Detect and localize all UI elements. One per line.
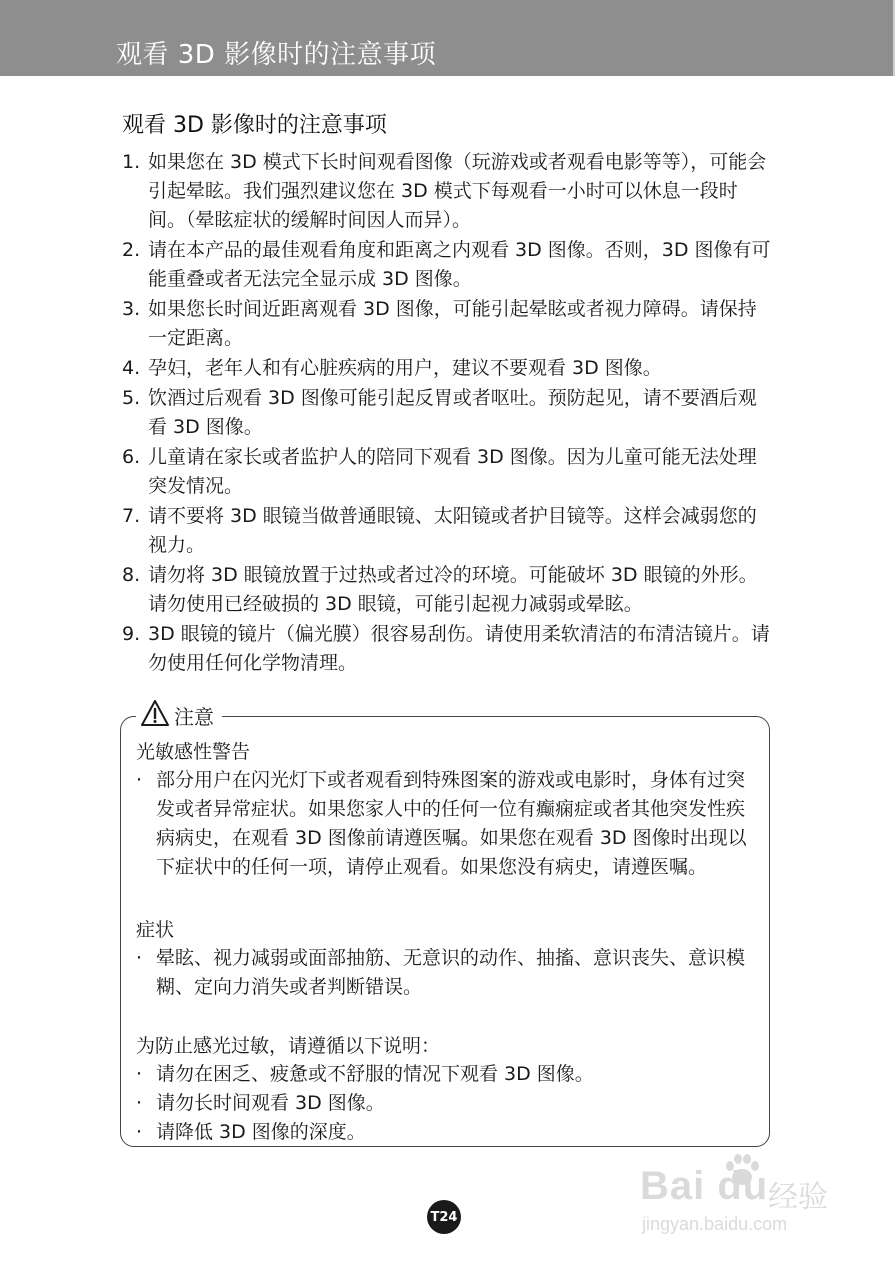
header-title: 观看 3D 影像时的注意事项: [116, 40, 437, 70]
page-number: T24: [427, 1200, 461, 1234]
prevention-item-text: 请勿在困乏、疲惫或不舒服的情况下观看 3D 图像。: [156, 1063, 594, 1085]
list-item: [122, 502, 772, 560]
prevention-item-text: 请勿长时间观看 3D 图像。: [156, 1092, 385, 1114]
list-item: [122, 384, 772, 442]
watermark-brand: Bai du: [640, 1164, 769, 1208]
item-number: 7.: [122, 505, 141, 527]
item-text: 如果您长时间近距离观看 3D 图像，可能引起晕眩或者视力障碍。请保持一定距离。: [148, 298, 757, 349]
item-text: 孕妇，老年人和有心脏疾病的用户，建议不要观看 3D 图像。: [148, 357, 662, 379]
list-item: [122, 295, 772, 353]
warning-triangle-icon: [140, 699, 170, 731]
list-item: [122, 561, 772, 619]
list-item: [122, 620, 772, 678]
watermark-cn: 经验: [768, 1180, 828, 1215]
caution-header: [136, 698, 222, 732]
photosensitivity-bullet: [136, 766, 760, 882]
list-item: [122, 354, 772, 383]
bullet-dot: ·: [136, 947, 143, 969]
item-text: 如果您在 3D 模式下长时间观看图像（玩游戏或者观看电影等等），可能会引起晕眩。我们强烈建议您在 3D 模式下每观看一小时可以休息一段时间。（晕眩症状的缓解时间因人而异）。: [148, 151, 767, 231]
caution-content: [136, 738, 760, 1147]
item-text: 3D 眼镜的镜片（偏光膜）很容易刮伤。请使用柔软清洁的布清洁镜片。请勿使用任何化学物清理。: [148, 623, 770, 674]
watermark-url: jingyan.baidu.com: [642, 1214, 788, 1234]
precaution-list: [122, 148, 772, 679]
prevention-heading: 为防止感光过敏，请遵循以下说明：: [136, 1035, 441, 1057]
item-text: 饮酒过后观看 3D 图像可能引起反胃或者呕吐。预防起见，请不要酒后观看 3D 图像。: [148, 387, 757, 438]
item-text: 请不要将 3D 眼镜当做普通眼镜、太阳镜或者护目镜等。这样会减弱您的视力。: [148, 505, 757, 556]
item-number: 4.: [122, 357, 141, 379]
bullet-dot: ·: [136, 1121, 143, 1143]
section-title: 观看 3D 影像时的注意事项: [122, 113, 387, 138]
list-item: [122, 236, 772, 294]
symptoms-bullet: [136, 944, 760, 1002]
item-number: 2.: [122, 239, 141, 261]
prevention-item: [136, 1060, 760, 1089]
item-number: 6.: [122, 446, 141, 468]
header-bar: [0, 0, 895, 76]
baidu-watermark: [630, 1150, 850, 1246]
item-number: 1.: [122, 151, 141, 173]
list-item: [122, 148, 772, 235]
prevention-item-text: 请降低 3D 图像的深度。: [156, 1121, 366, 1143]
item-number: 9.: [122, 623, 141, 645]
item-number: 3.: [122, 298, 141, 320]
prevention-item: [136, 1118, 760, 1147]
list-item: [122, 443, 772, 501]
bullet-dot: ·: [136, 1063, 143, 1085]
symptoms-heading: 症状: [136, 919, 175, 941]
item-text: 请勿将 3D 眼镜放置于过热或者过冷的环境。可能破坏 3D 眼镜的外形。请勿使用已经破损的 3D 眼镜，可能引起视力减弱或晕眩。: [148, 564, 758, 615]
item-number: 8.: [122, 564, 141, 586]
item-text: 请在本产品的最佳观看角度和距离之内观看 3D 图像。否则，3D 图像有可能重叠或者无法完全显示成 3D 图像。: [148, 239, 771, 290]
photosensitivity-heading: 光敏感性警告: [136, 741, 251, 763]
prevention-item: [136, 1089, 760, 1118]
bullet-dot: ·: [136, 1092, 143, 1114]
item-number: 5.: [122, 387, 141, 409]
symptoms-text: 晕眩、视力减弱或面部抽筋、无意识的动作、抽搐、意识丧失、意识模糊、定向力消失或者判断错误。: [156, 947, 746, 998]
bullet-dot: ·: [136, 769, 143, 791]
item-text: 儿童请在家长或者监护人的陪同下观看 3D 图像。因为儿童可能无法处理突发情况。: [148, 446, 757, 497]
caution-label: 注意: [174, 704, 214, 729]
photosensitivity-text: 部分用户在闪光灯下或者观看到特殊图案的游戏或电影时，身体有过突发或者异常症状。如果您家人中的任何一位有癫痫症或者其他突发性疾病病史，在观看 3D 图像前请遵医嘱。如果您在观看 3D 图像时出现以下症状中的任何一项，请停止观看。如果您没有病史，请遵医嘱。: [156, 769, 747, 878]
